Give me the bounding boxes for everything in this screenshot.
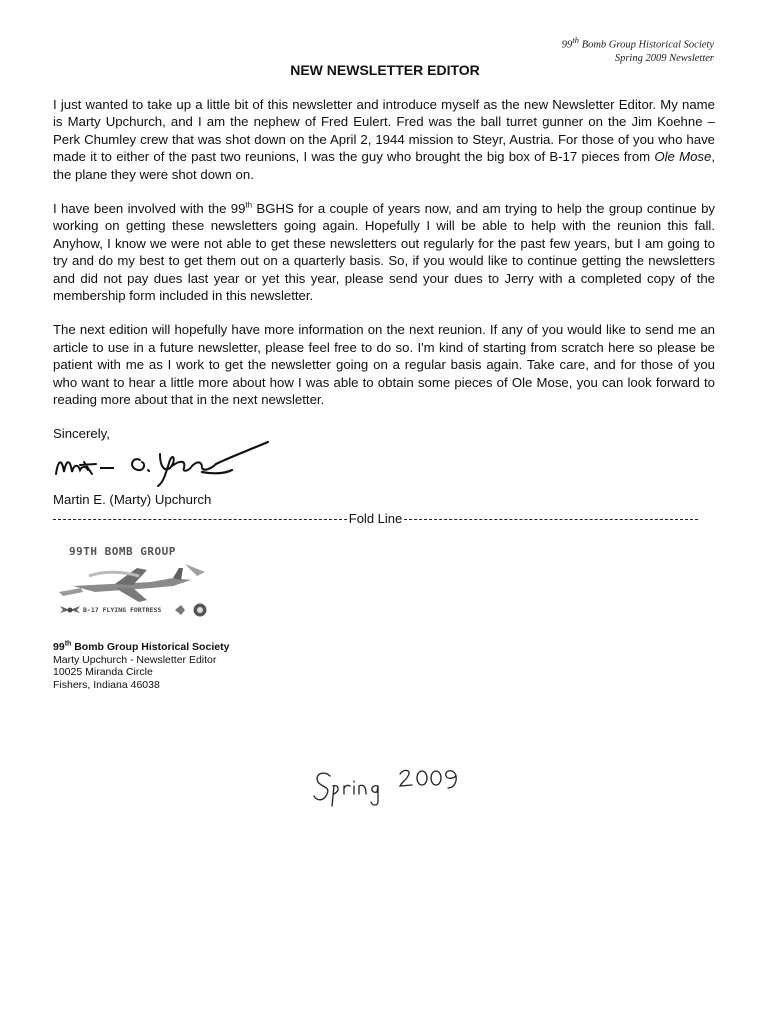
page-title: NEW NEWSLETTER EDITOR — [290, 62, 480, 78]
handwritten-spring-2009 — [308, 764, 468, 808]
bomb-group-logo — [55, 540, 215, 628]
address-org: 99th Bomb Group Historical Society — [53, 640, 230, 653]
logo-title: 99TH BOMB GROUP — [69, 545, 176, 558]
logo-subtitle: B-17 FLYING FORTRESS — [83, 606, 162, 614]
header-issue: Spring 2009 Newsletter — [614, 52, 714, 64]
return-address — [53, 641, 229, 691]
address-line-2: 10025 Miranda Circle — [53, 666, 153, 678]
fold-dash-right — [404, 519, 698, 520]
letter-body — [53, 96, 715, 426]
fold-line — [53, 511, 698, 526]
unit-insignia-icon — [173, 602, 209, 618]
address-line-3: Fishers, Indiana 46038 — [53, 678, 160, 691]
bomber-illustration — [55, 558, 215, 606]
fold-line-label: Fold Line — [348, 511, 403, 526]
header-society: 99th Bomb Group Historical Society — [561, 35, 714, 51]
paragraph-1: I just wanted to take up a little bit of this newsletter and introduce myself as the new Newsletter Editor. My name is Marty Upchurch, and I am the nephew of Fred Eulert. Fred was the ball turret gunner on the Jim Koehne – Perk Chumley crew that was shot down on the April 2, 1944 mission to Steyr, Austria. For those of you who have made it to either of the past two reunions, I was the guy who brought the big box of B-17 pieces from Ole Mose, the plane they were shot down on. — [53, 97, 716, 182]
fold-dash-left — [53, 519, 347, 520]
handwritten-signature — [52, 438, 282, 490]
wings-emblem-icon — [59, 604, 81, 616]
paragraph-3: The next edition will hopefully have more information on the next reunion. If any of you would like to send me an article to use in a future newsletter, please feel free to do so. I'm kind of starting from scratch here so please be patient with me as I work to get the newsletter going on a regular basis again. Take care, and for those of you who want to hear a little more about how I was able to obtain some pieces of Ole Mose, you can look forward to reading more about that in the next newsletter. — [53, 322, 715, 408]
newsletter-header — [562, 34, 714, 65]
address-line-1: Marty Upchurch - Newsletter Editor — [53, 653, 217, 666]
paragraph-2: I have been involved with the 99th BGHS for a couple of years now, and am trying to help the group continue by working on getting these newsletters going again. Hopefully I will be able to help with the reunion this fall. Anyhow, I know we were not able to get these newsletters out regularly for the past few years, but I am going to try and do my best to get them out on a quarterly basis. So, if you would like to continue getting the newsletters and did not pay dues last year or yet this year, please send your dues to Jerry with a completed copy of the membership form included in this newsletter. — [53, 200, 715, 304]
closing-salutation: Sincerely, — [53, 426, 110, 441]
signer-name: Martin E. (Marty) Upchurch — [53, 492, 212, 507]
